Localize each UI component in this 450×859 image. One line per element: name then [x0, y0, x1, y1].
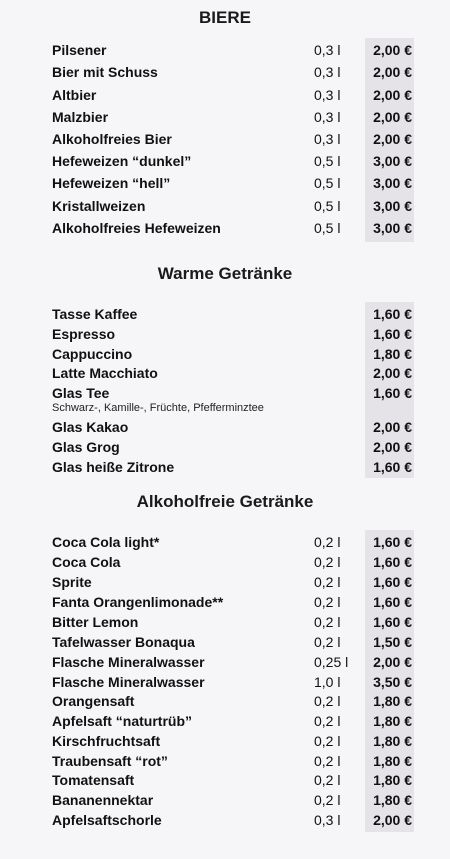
item-price: 2,00 €: [368, 62, 414, 82]
item-name: Glas Kakao: [52, 419, 129, 435]
item-name: Malzbier: [52, 109, 109, 125]
menu-item: [52, 457, 414, 477]
menu-item: [52, 552, 414, 572]
item-volume: 0,5 l: [314, 220, 341, 236]
item-name: Tafelwasser Bonaqua: [52, 634, 195, 650]
item-name: Coca Cola light*: [52, 534, 160, 550]
menu-item: [52, 691, 414, 711]
item-name: Traubensaft “rot”: [52, 753, 168, 769]
item-name: Pilsener: [52, 42, 107, 58]
menu-item: [52, 731, 414, 751]
menu-item: [52, 592, 414, 612]
menu-item: [52, 652, 414, 672]
menu-item: [52, 151, 414, 171]
menu-item: [52, 437, 414, 457]
menu-item: [52, 632, 414, 652]
item-name: Sprite: [52, 574, 92, 590]
menu-item: [52, 711, 414, 731]
item-volume: 0,3 l: [314, 42, 341, 58]
item-price: 1,80 €: [368, 770, 414, 790]
item-volume: 0,3 l: [314, 64, 341, 80]
item-volume: 0,3 l: [314, 109, 341, 125]
section-title: Alkoholfreie Getränke: [136, 492, 314, 511]
item-price: 3,00 €: [368, 173, 414, 193]
item-name: Tomatensaft: [52, 772, 135, 788]
item-volume: 0,3 l: [314, 87, 341, 103]
menu-item: [52, 218, 414, 238]
item-name: Cappuccino: [52, 346, 133, 362]
item-name: Glas Grog: [52, 439, 120, 455]
item-price: 1,60 €: [368, 592, 414, 612]
menu-item: [52, 770, 414, 790]
menu-item: [52, 107, 414, 127]
menu-item: [52, 129, 414, 149]
item-volume: 0,2 l: [314, 753, 341, 769]
item-volume: 1,0 l: [314, 674, 341, 690]
item-price: 1,60 €: [368, 552, 414, 572]
item-name: Bitter Lemon: [52, 614, 139, 630]
item-volume: 0,2 l: [314, 574, 341, 590]
item-volume: 0,2 l: [314, 733, 341, 749]
item-price: 1,80 €: [368, 344, 414, 364]
item-price: 1,80 €: [368, 691, 414, 711]
item-price: 1,60 €: [368, 304, 414, 324]
menu-item: [52, 612, 414, 632]
item-price: 2,00 €: [368, 437, 414, 457]
item-price: 1,60 €: [368, 532, 414, 552]
item-name: Bier mit Schuss: [52, 64, 158, 80]
section-title: Warme Getränke: [157, 264, 293, 283]
item-volume: 0,25 l: [314, 654, 349, 670]
item-name: Latte Macchiato: [52, 365, 158, 381]
item-name: Flasche Mineralwasser: [52, 654, 205, 670]
item-name: Coca Cola: [52, 554, 121, 570]
menu-item: [52, 417, 414, 437]
item-volume: 0,2 l: [314, 792, 341, 808]
menu-item: [52, 196, 414, 216]
menu-item: [52, 572, 414, 592]
item-name: Glas Tee: [52, 385, 110, 401]
menu-item: [52, 173, 414, 193]
item-price: 3,50 €: [368, 672, 414, 692]
menu-item: [52, 304, 414, 324]
item-volume: 0,2 l: [314, 772, 341, 788]
item-price: 1,80 €: [368, 790, 414, 810]
item-volume: 0,2 l: [314, 693, 341, 709]
item-price: 1,60 €: [368, 572, 414, 592]
item-name: Alkoholfreies Hefeweizen: [52, 220, 221, 236]
menu-item: [52, 344, 414, 364]
item-name: Bananennektar: [52, 792, 154, 808]
item-price: 2,00 €: [368, 129, 414, 149]
menu-item: [52, 810, 414, 830]
item-name: Hefeweizen “dunkel”: [52, 153, 192, 169]
menu-item: [52, 790, 414, 810]
menu-item: [52, 324, 414, 344]
item-name: Alkoholfreies Bier: [52, 131, 172, 147]
menu-item: [52, 363, 414, 383]
menu-item: [52, 532, 414, 552]
item-price: 2,00 €: [368, 810, 414, 830]
menu-item: [52, 751, 414, 771]
item-price: 1,50 €: [368, 632, 414, 652]
item-price: 1,60 €: [368, 324, 414, 344]
item-name: Espresso: [52, 326, 116, 342]
item-price: 2,00 €: [368, 85, 414, 105]
item-price: 1,80 €: [368, 711, 414, 731]
item-price: 2,00 €: [368, 40, 414, 60]
item-price: 2,00 €: [368, 417, 414, 437]
item-price: 2,00 €: [368, 652, 414, 672]
item-volume: 0,2 l: [314, 534, 341, 550]
item-name: Fanta Orangenlimonade**: [52, 594, 224, 610]
item-name: Kristallweizen: [52, 198, 146, 214]
item-volume: 0,2 l: [314, 713, 341, 729]
item-volume: 0,5 l: [314, 198, 341, 214]
item-volume: 0,3 l: [314, 131, 341, 147]
item-price: 3,00 €: [368, 151, 414, 171]
item-price: 1,60 €: [368, 457, 414, 477]
item-volume: 0,5 l: [314, 175, 341, 191]
menu-item: [52, 383, 414, 414]
item-name: Altbier: [52, 87, 97, 103]
item-subtitle: Schwarz-, Kamille-, Früchte, Pfefferminztee: [52, 402, 264, 414]
item-price: 1,60 €: [368, 612, 414, 632]
section-title: BIERE: [199, 8, 251, 27]
item-price: 2,00 €: [368, 107, 414, 127]
item-price: 1,80 €: [368, 751, 414, 771]
item-volume: 0,2 l: [314, 634, 341, 650]
item-volume: 0,5 l: [314, 153, 341, 169]
item-name: Tasse Kaffee: [52, 306, 138, 322]
item-price: 1,80 €: [368, 731, 414, 751]
item-price: 3,00 €: [368, 218, 414, 238]
item-price: 3,00 €: [368, 196, 414, 216]
item-name: Apfelsaft “naturtrüb”: [52, 713, 192, 729]
item-volume: 0,2 l: [314, 614, 341, 630]
menu-item: [52, 672, 414, 692]
item-name: Orangensaft: [52, 693, 135, 709]
item-volume: 0,3 l: [314, 812, 341, 828]
item-price: 1,60 €: [368, 383, 414, 403]
item-name: Flasche Mineralwasser: [52, 674, 205, 690]
item-volume: 0,2 l: [314, 594, 341, 610]
menu-item: [52, 85, 414, 105]
menu-item: [52, 40, 414, 60]
item-name: Hefeweizen “hell”: [52, 175, 171, 191]
item-name: Apfelsaftschorle: [52, 812, 162, 828]
item-price: 2,00 €: [368, 363, 414, 383]
item-volume: 0,2 l: [314, 554, 341, 570]
menu-item: [52, 62, 414, 82]
item-name: Kirschfruchtsaft: [52, 733, 161, 749]
item-name: Glas heiße Zitrone: [52, 459, 175, 475]
